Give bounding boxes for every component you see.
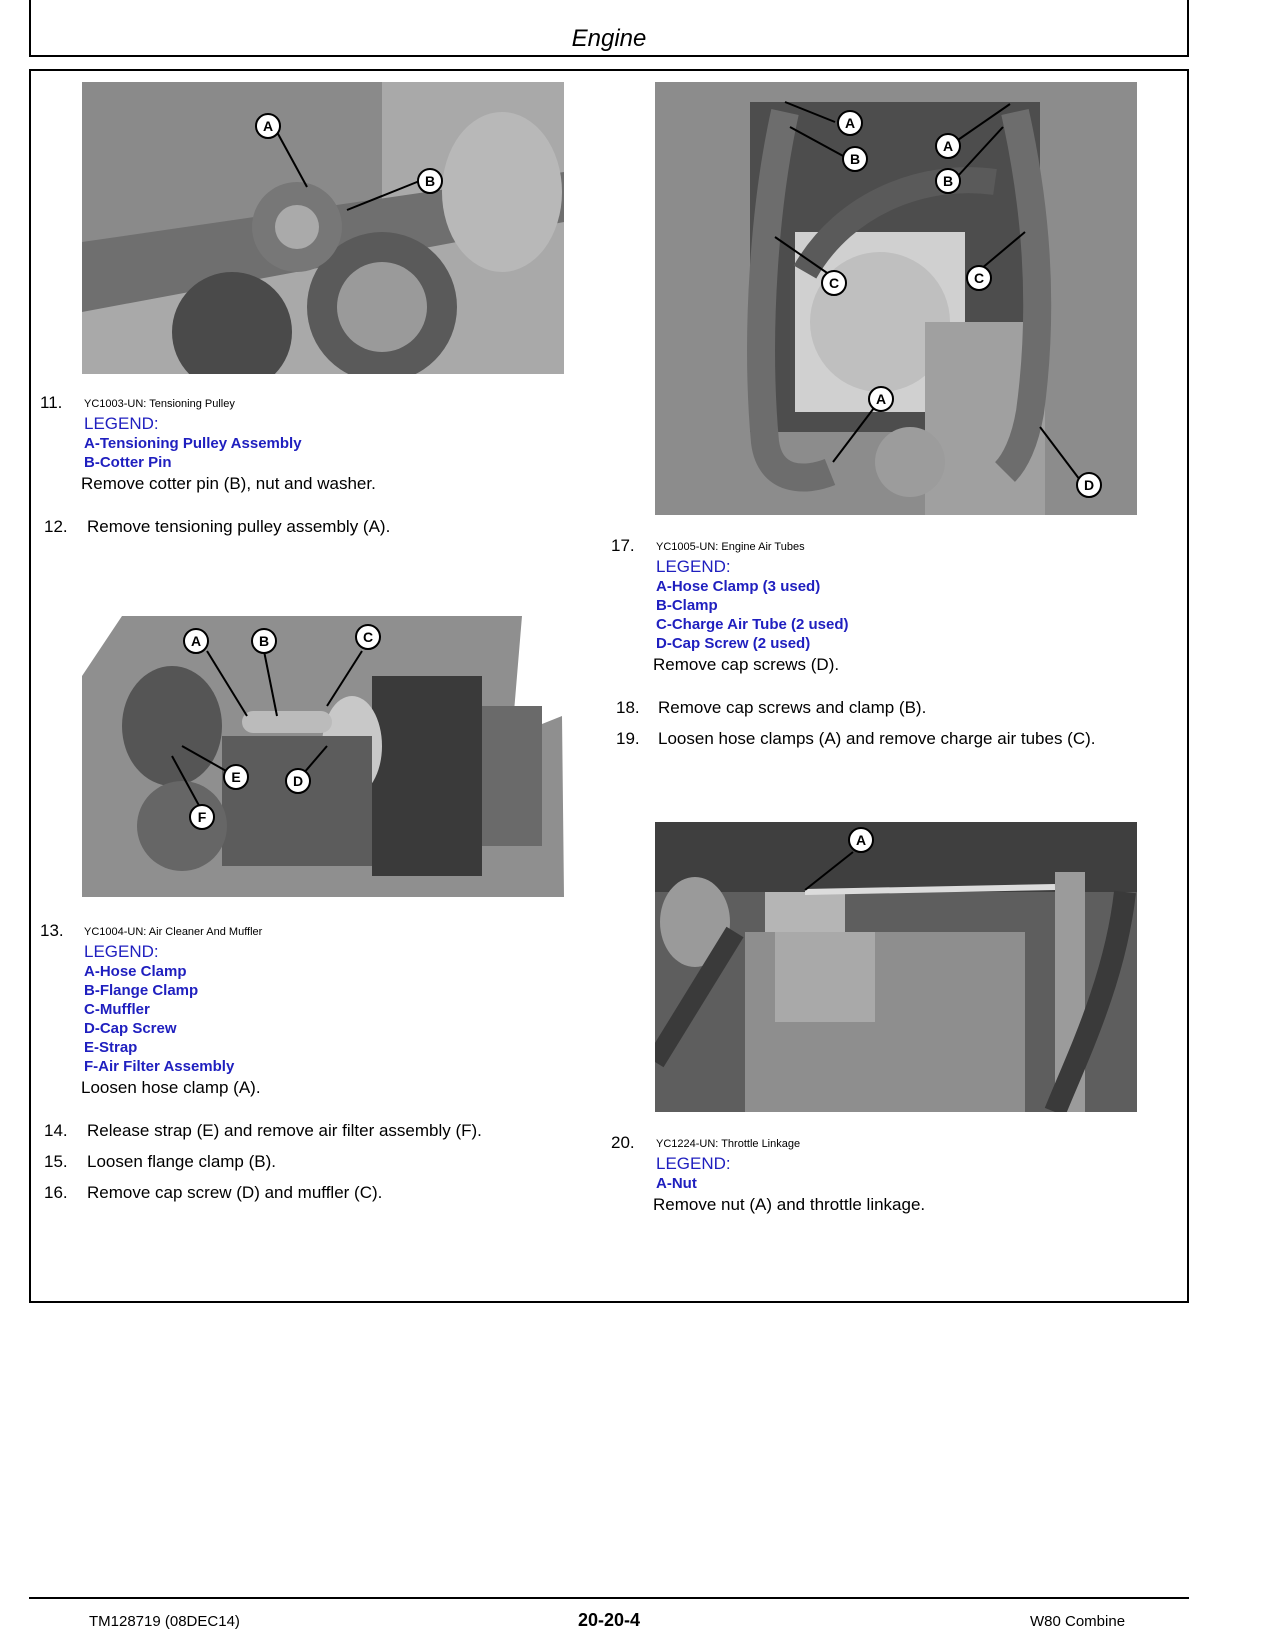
callout-e: [222, 763, 250, 791]
step-number: 16.: [44, 1183, 68, 1202]
callout-c2: [965, 264, 993, 292]
svg-text:A: A: [875, 391, 887, 407]
step-instruction: Remove cotter pin (B), nut and washer.: [81, 474, 376, 493]
callout-b: [250, 627, 278, 655]
callout-d: [284, 767, 312, 795]
svg-text:D: D: [1083, 477, 1095, 493]
svg-text:B: B: [424, 173, 436, 189]
engine-air-tubes-photo: [655, 82, 1137, 515]
legend-title: LEGEND:: [84, 414, 159, 433]
legend-item: A-Tensioning Pulley Assembly: [84, 435, 302, 452]
step-instruction: Remove tensioning pulley assembly (A).: [87, 517, 391, 536]
legend-item: E-Strap: [84, 1039, 138, 1056]
step-instruction: Loosen flange clamp (B).: [87, 1152, 276, 1171]
svg-text:C: C: [362, 629, 374, 645]
legend-item: B-Clamp: [656, 597, 718, 614]
model-name: W80 Combine: [1030, 1613, 1126, 1630]
legend-item: A-Hose Clamp: [84, 963, 187, 980]
svg-text:E: E: [231, 769, 241, 785]
step-number: 19.: [616, 729, 640, 748]
page-header: [29, 0, 1189, 57]
document-id: TM128719 (08DEC14): [89, 1613, 240, 1630]
svg-text:A: A: [844, 115, 856, 131]
step-instruction: Remove nut (A) and throttle linkage.: [653, 1195, 926, 1214]
callout-c: [820, 269, 848, 297]
step-instruction: Remove cap screw (D) and muffler (C).: [87, 1183, 383, 1202]
svg-text:C: C: [973, 270, 985, 286]
callout-a: [836, 109, 864, 137]
callout-a: [182, 627, 210, 655]
svg-text:B: B: [942, 173, 954, 189]
callout-d: [1075, 471, 1103, 499]
legend-item: A-Hose Clamp (3 used): [656, 578, 821, 595]
legend-title: LEGEND:: [84, 942, 159, 961]
step-number: 13.: [40, 921, 64, 940]
step-number: 15.: [44, 1152, 68, 1171]
legend-item: C-Charge Air Tube (2 used): [656, 616, 849, 633]
footer-divider: [29, 1597, 1189, 1599]
callout-a3: [867, 385, 895, 413]
step-instruction: Release strap (E) and remove air filter assembly (F).: [87, 1121, 482, 1140]
callout-b2: [934, 167, 962, 195]
callout-c: [354, 623, 382, 651]
page-number: 20-20-4: [577, 1610, 641, 1630]
step-instruction: Remove cap screws and clamp (B).: [658, 698, 927, 717]
legend-item: C-Muffler: [84, 1001, 150, 1018]
legend-item: B-Flange Clamp: [84, 982, 199, 999]
svg-text:F: F: [197, 809, 207, 825]
section-title: Engine: [571, 25, 647, 52]
svg-text:D: D: [292, 773, 304, 789]
step-instruction: Remove cap screws (D).: [653, 655, 840, 674]
callout-a2: [934, 132, 962, 160]
step-number: 17.: [611, 536, 635, 555]
figure-caption: YC1224-UN: Throttle Linkage: [656, 1138, 801, 1150]
legend-item: D-Cap Screw: [84, 1020, 177, 1037]
legend-item: D-Cap Screw (2 used): [656, 635, 811, 652]
svg-text:A: A: [942, 138, 954, 154]
callout-b: [416, 167, 444, 195]
callout-b: [841, 145, 869, 173]
svg-text:B: B: [258, 633, 270, 649]
tensioning-pulley-photo: [82, 82, 564, 374]
svg-text:C: C: [828, 275, 840, 291]
figure-caption: YC1004-UN: Air Cleaner And Muffler: [84, 926, 263, 938]
step-instruction: Loosen hose clamps (A) and remove charge air tubes (C).: [658, 729, 1096, 748]
step-number: 18.: [616, 698, 640, 717]
air-cleaner-photo: [82, 616, 564, 897]
svg-text:A: A: [190, 633, 202, 649]
step-number: 14.: [44, 1121, 68, 1140]
step-number: 20.: [611, 1133, 635, 1152]
svg-text:A: A: [855, 832, 867, 848]
legend-item: B-Cotter Pin: [84, 454, 172, 471]
callout-f: [188, 803, 216, 831]
legend-title: LEGEND:: [656, 557, 731, 576]
step-instruction: Loosen hose clamp (A).: [81, 1078, 261, 1097]
legend-title: LEGEND:: [656, 1154, 731, 1173]
callout-a: [847, 826, 875, 854]
legend-item: A-Nut: [656, 1175, 697, 1192]
legend-item: F-Air Filter Assembly: [84, 1058, 235, 1075]
svg-text:B: B: [849, 151, 861, 167]
callout-a: [254, 112, 282, 140]
throttle-linkage-photo: [655, 822, 1137, 1112]
svg-text:A: A: [262, 118, 274, 134]
step-number: 12.: [44, 517, 68, 536]
figure-caption: YC1003-UN: Tensioning Pulley: [84, 398, 235, 410]
step-number: 11.: [40, 393, 63, 412]
figure-caption: YC1005-UN: Engine Air Tubes: [656, 541, 805, 553]
